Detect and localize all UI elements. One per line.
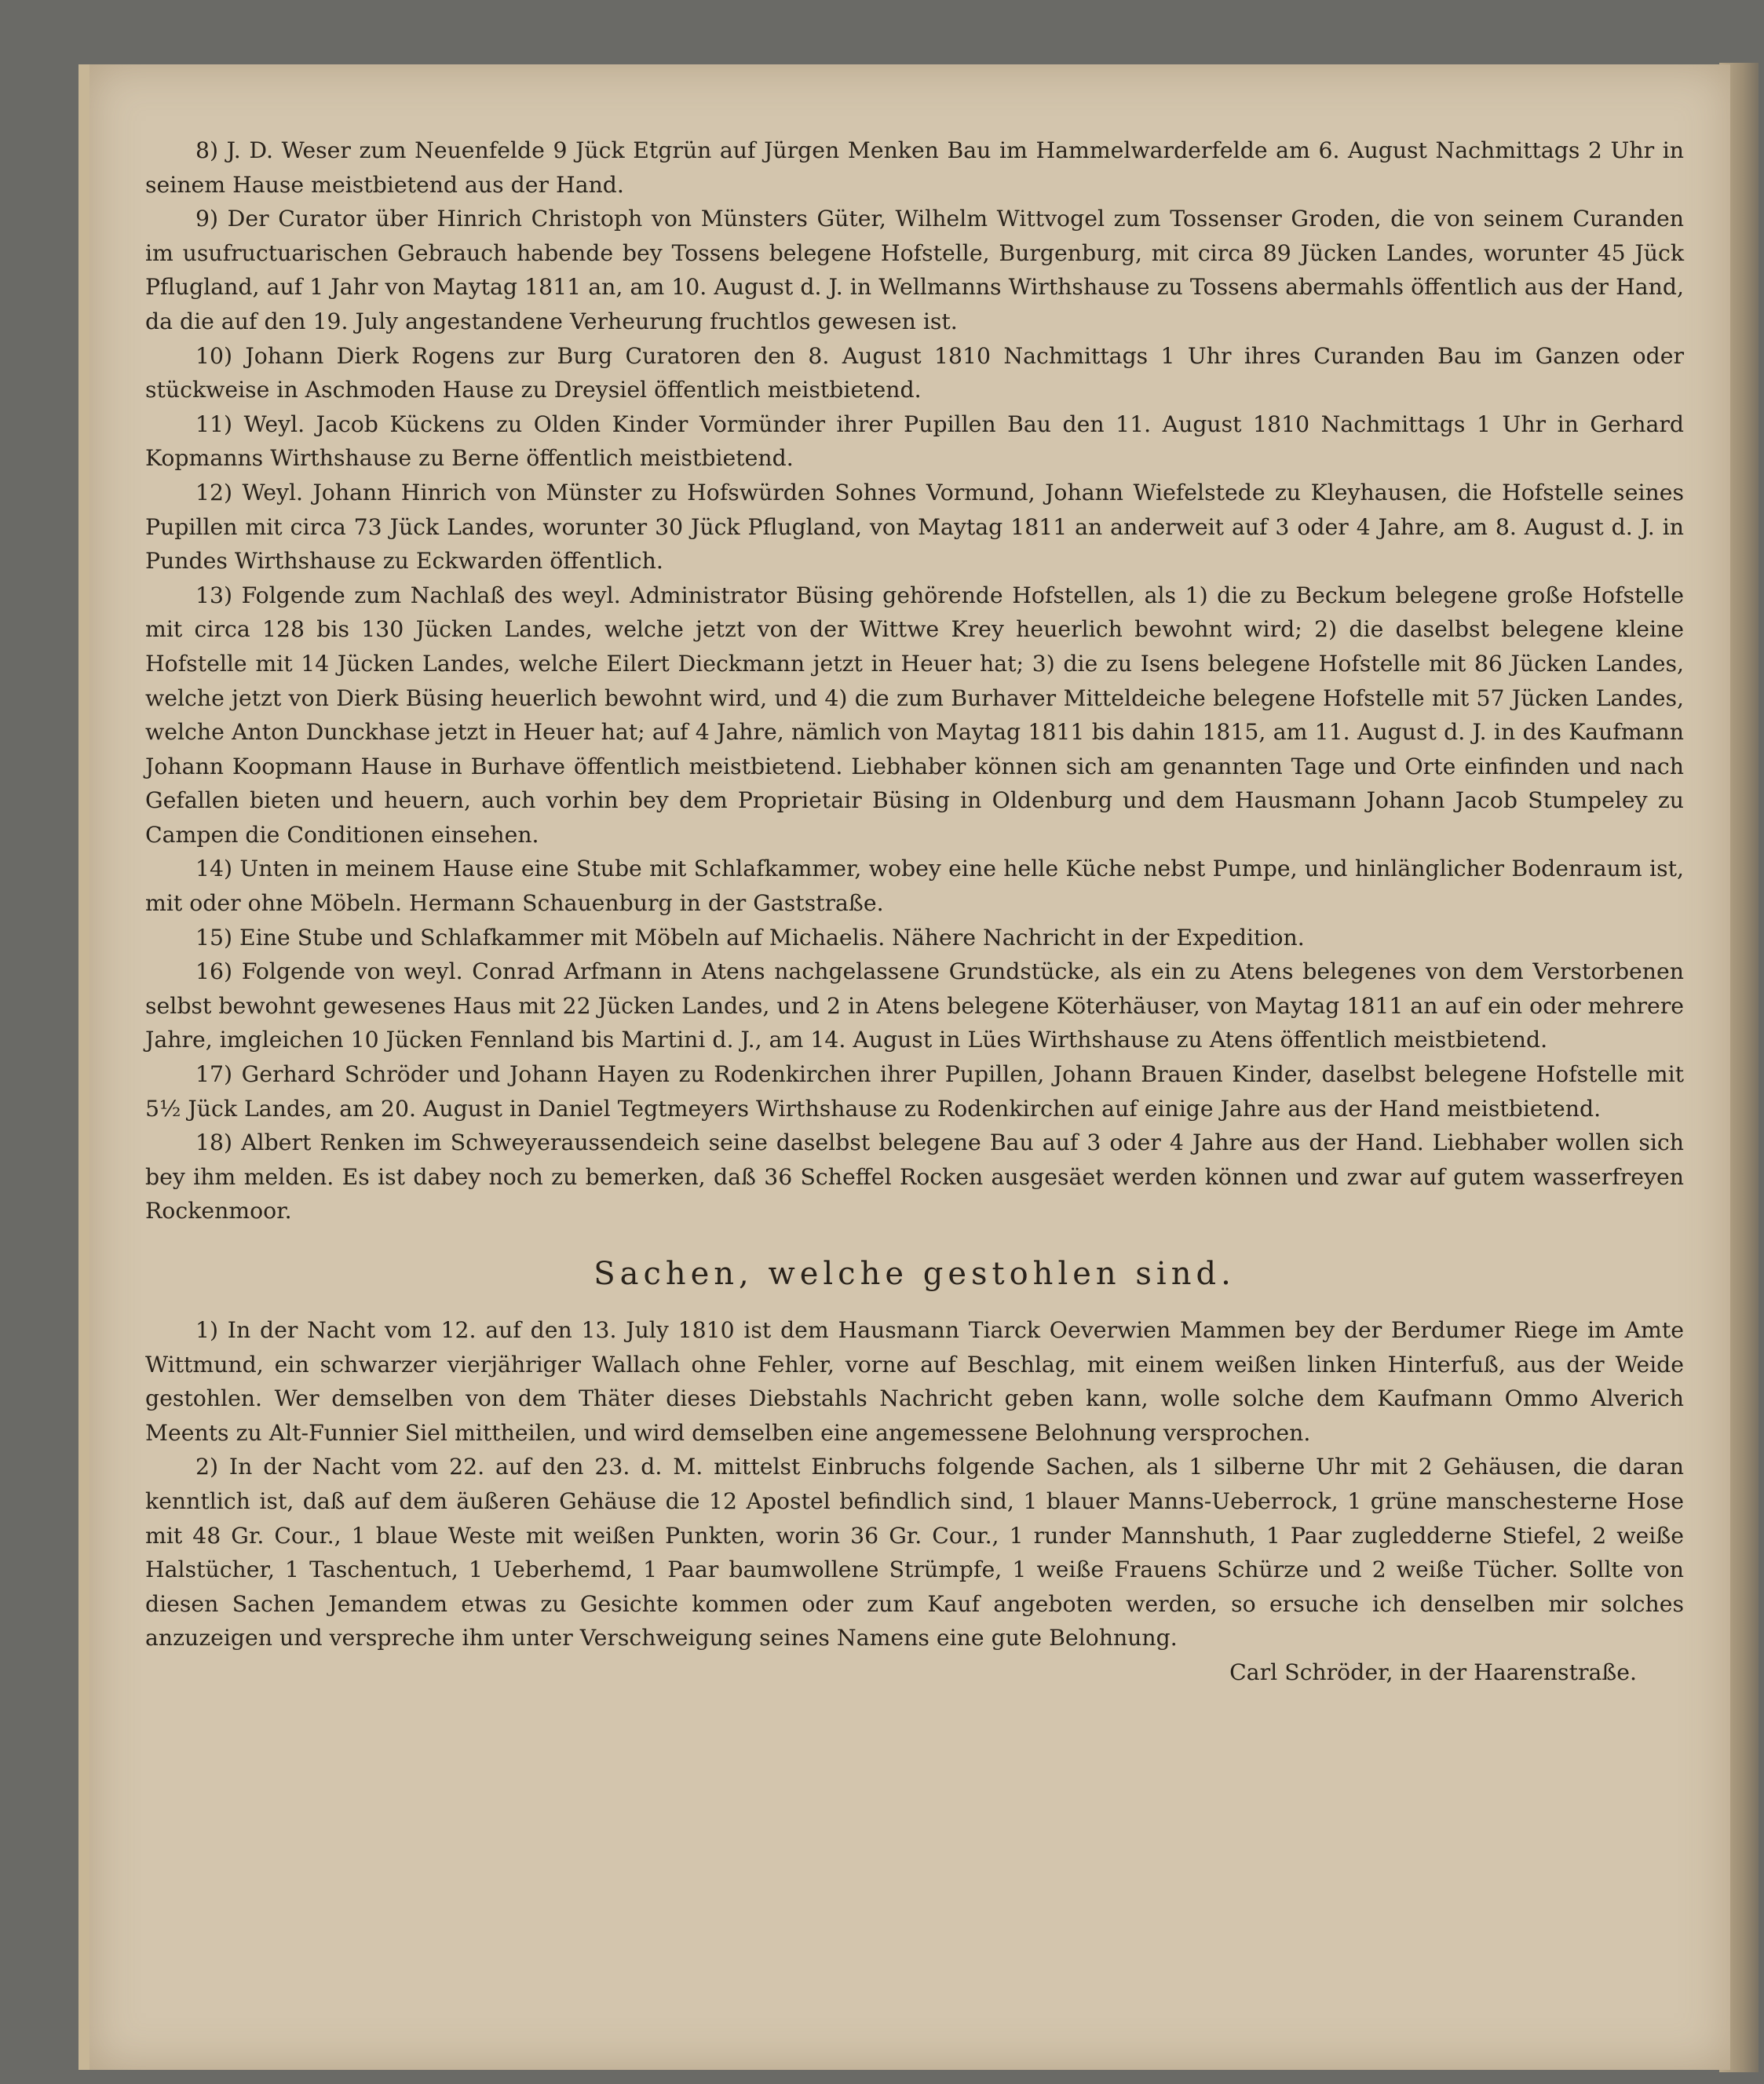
notice-13: 13) Folgende zum Nachlaß des weyl. Administrator Büsing gehörende Hofstellen, als 1) die zu Beckum belegene große Hofstelle mit circa 128 bis 130 Jücken Landes, welche jetzt von der Wittwe Krey heuerlich bewohnt wird; 2) die daselbst belegene kleine Hofstelle mit 14 Jücken Landes, welche Eilert Dieckmann jetzt in Heuer hat; 3) die zu Isens belegene Hofstelle mit 86 Jücken Landes, welche jetzt von Dierk Büsing heuerlich bewohnt wird, und 4) die zum Burhaver Mitteldeiche belegene Hofstelle mit 57 Jücken Landes, welche Anton Dunckhase jetzt in Heuer hat; auf 4 Jahre, nämlich von Maytag 1811 bis dahin 1815, am 11. August d. J. in des Kaufmann Johann Koopmann Hause in Burhave öffentlich meistbietend. Liebhaber können sich am genannten Tage und Orte einfinden und nach Gefallen bieten und heuern, auch vorhin bey dem Proprietair Büsing in Oldenburg und dem Hausmann Johann Jacob Stumpeley zu Campen die Conditionen einsehen.: [145, 582, 1684, 848]
section-heading: Sachen, welche gestohlen sind.: [593, 1256, 1236, 1292]
notice-11: 11) Weyl. Jacob Kückens zu Olden Kinder Vormünder ihrer Pupillen Bau den 11. August 1810 Nachmittags 1 Uhr in Gerhard Kopmanns Wirthshause zu Berne öffentlich meistbietend.: [145, 411, 1684, 472]
notice-12: 12) Weyl. Johann Hinrich von Münster zu Hofswürden Sohnes Vormund, Johann Wiefelstede zu Kleyhausen, die Hofstelle seines Pupillen mit circa 73 Jück Landes, worunter 30 Jück Pflugland, von Maytag 1811 an anderweit auf 3 oder 4 Jahre, am 8. August d. J. in Pundes Wirthshause zu Eckwarden öffentlich.: [145, 479, 1684, 575]
stolen-notice-2: [145, 1450, 1684, 1689]
notice-15: 15) Eine Stube und Schlafkammer mit Möbeln auf Michaelis. Nähere Nachricht in der Expedition.: [195, 924, 1305, 951]
page-text: [145, 133, 1684, 1690]
notice-8: 8) J. D. Weser zum Neuenfelde 9 Jück Etgrün auf Jürgen Menken Bau im Hammelwarderfelde am 6. August Nachmittags 2 Uhr in seinem Hause meistbietend aus der Hand.: [145, 137, 1684, 198]
notice-14: 14) Unten in meinem Hause eine Stube mit Schlafkammer, wobey eine helle Küche nebst Pumpe, und hinlänglicher Bodenraum ist, mit oder ohne Möbeln. Hermann Schauenburg in der Gaststraße.: [145, 856, 1684, 917]
stolen-notice-1: 1) In der Nacht vom 12. auf den 13. July 1810 ist dem Hausmann Tiarck Oeverwien Mammen bey der Berdumer Riege im Amte Wittmund, ein schwarzer vierjähriger Wallach ohne Fehler, vorne auf Beschlag, mit einem weißen linken Hinterfuß, aus der Weide gestohlen. Wer demselben von dem Thäter dieses Diebstahls Nachricht geben kann, wolle solche dem Kaufmann Ommo Alverich Meents zu Alt-Funnier Siel mittheilen, und wird demselben eine angemessene Belohnung versprochen.: [145, 1317, 1684, 1446]
signature: Carl Schröder, in der Haarenstraße.: [1229, 1659, 1637, 1685]
notice-16: 16) Folgende von weyl. Conrad Arfmann in Atens nachgelassene Grundstücke, als ein zu Atens belegenes von dem Verstorbenen selbst bewohnt gewesenes Haus mit 22 Jücken Landes, und 2 in Atens belegene Köterhäuser, von Maytag 1811 an auf ein oder mehrere Jahre, imgleichen 10 Jücken Fennland bis Martini d. J., am 14. August in Lües Wirthshause zu Atens öffentlich meistbietend.: [145, 958, 1684, 1053]
notice-9: 9) Der Curator über Hinrich Christoph von Münsters Güter, Wilhelm Wittvogel zum Tossenser Groden, die von seinem Curanden im usufructuarischen Gebrauch habende bey Tossens belegene Hofstelle, Burgenburg, mit circa 89 Jücken Landes, worunter 45 Jück Pflugland, auf 1 Jahr von Maytag 1811 an, am 10. August d. J. in Wellmanns Wirthshause zu Tossens abermahls öffentlich aus der Hand, da die auf den 19. July angestandene Verheurung fruchtlos gewesen ist.: [145, 206, 1684, 334]
notice-18: 18) Albert Renken im Schweyeraussendeich seine daselbst belegene Bau auf 3 oder 4 Jahre aus der Hand. Liebhaber wollen sich bey ihm melden. Es ist dabey noch zu bemerken, daß 36 Scheffel Rocken ausgesäet werden können und zwar auf gutem wasserfreyen Rockenmoor.: [145, 1130, 1684, 1224]
notice-17: 17) Gerhard Schröder und Johann Hayen zu Rodenkirchen ihrer Pupillen, Johann Brauen Kinder, daselbst belegene Hofstelle mit 5½ Jück Landes, am 20. August in Daniel Tegtmeyers Wirthshause zu Rodenkirchen auf einige Jahre aus der Hand meistbietend.: [145, 1061, 1684, 1122]
notice-10: 10) Johann Dierk Rogens zur Burg Curatoren den 8. August 1810 Nachmittags 1 Uhr ihres Curanden Bau im Ganzen oder stückweise in Aschmoden Hause zu Dreysiel öffentlich meistbietend.: [145, 342, 1684, 403]
stolen-notice-2-text: 2) In der Nacht vom 22. auf den 23. d. M. mittelst Einbruchs folgende Sachen, als 1 silberne Uhr mit 2 Gehäusen, die daran kenntlich ist, daß auf dem äußeren Gehäuse die 12 Apostel befindlich sind, 1 blauer Manns-Ueberrock, 1 grüne manschesterne Hose mit 48 Gr. Cour., 1 blaue Weste mit weißen Punkten, worin 36 Gr. Cour., 1 runder Mannshuth, 1 Paar zugledderne Stiefel, 2 weiße Halstücher, 1 Taschentuch, 1 Ueberhemd, 1 Paar baumwollene Strümpfe, 1 weiße Frauens Schürze und 2 weiße Tücher. Sollte von diesen Sachen Jemandem etwas zu Gesichte kommen oder zum Kauf angeboten werden, so ersuche ich denselben mir solches anzuzeigen und verspreche ihm unter Verschweigung seines Namens eine gute Belohnung.: [145, 1454, 1684, 1652]
